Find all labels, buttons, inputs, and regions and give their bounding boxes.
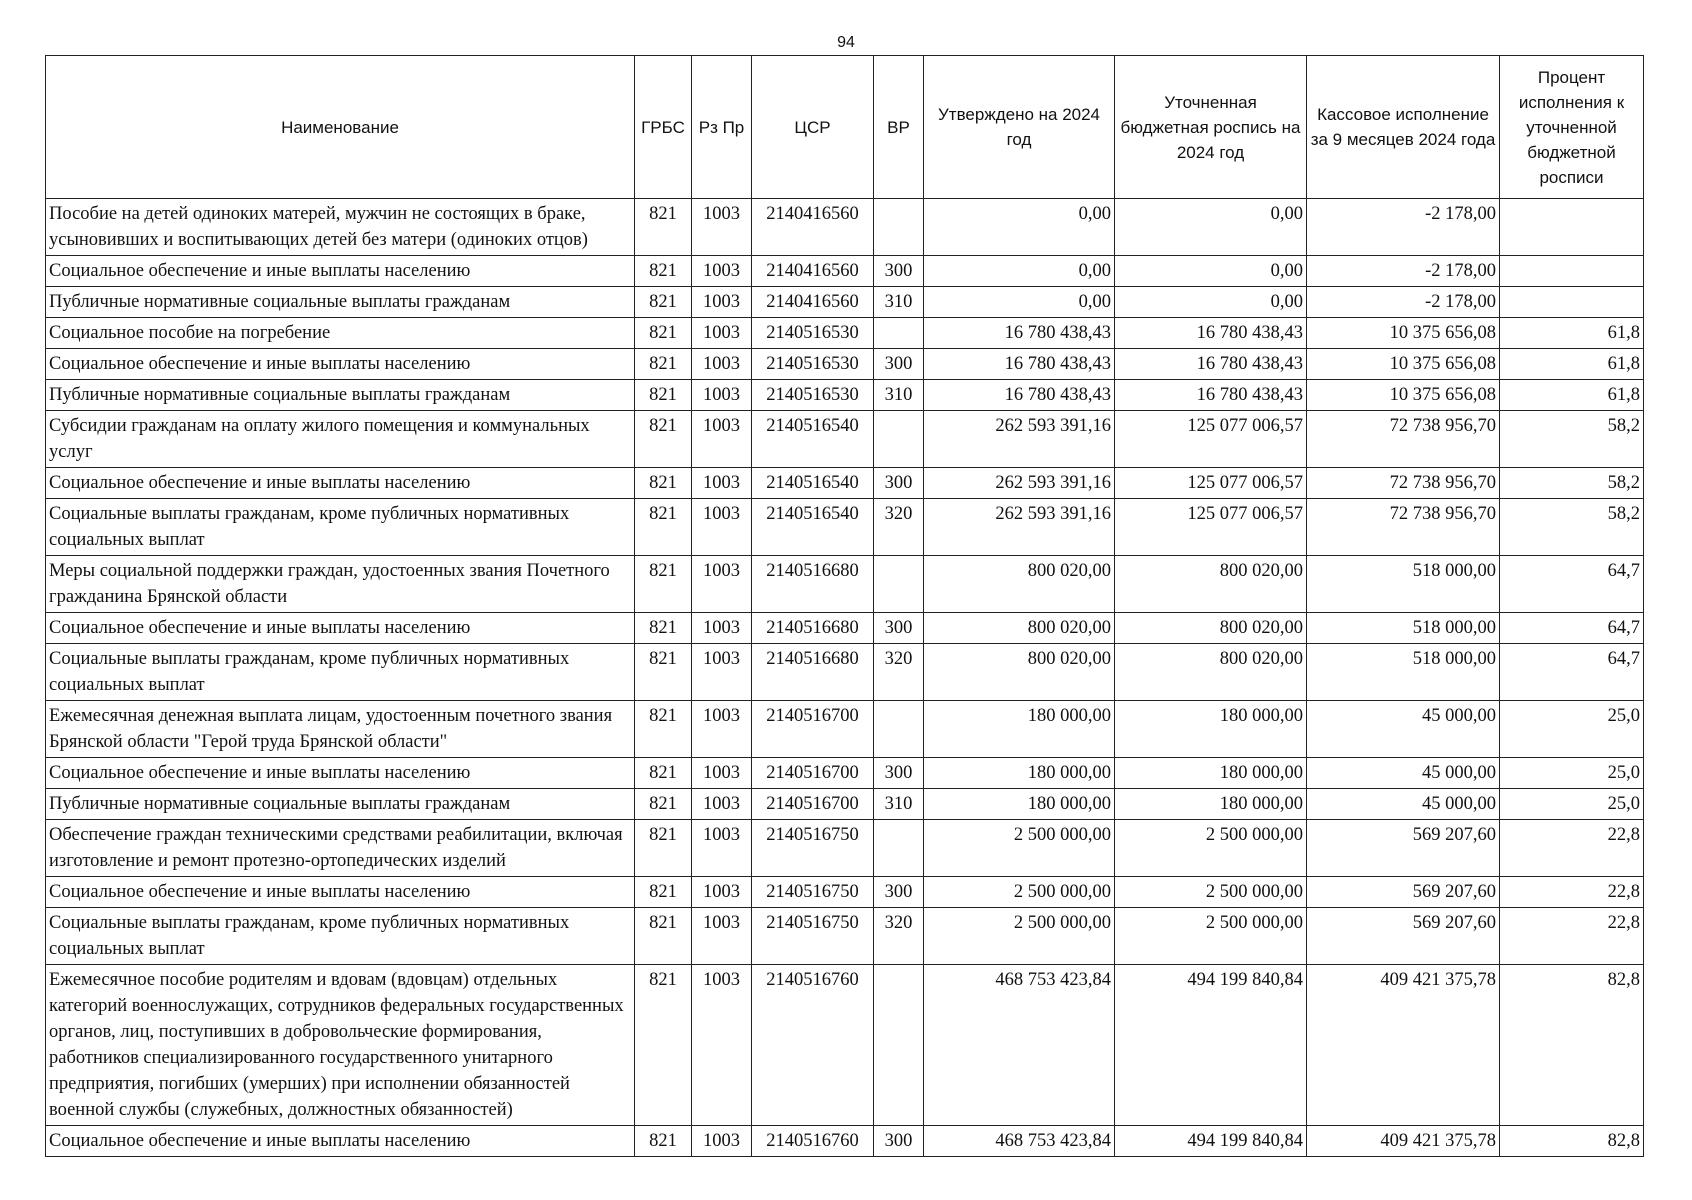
table-cell-percent: 64,7 [1500, 613, 1644, 644]
table-cell-name: Социальное пособие на погребение [46, 318, 635, 349]
table-cell-vr [874, 701, 924, 758]
table-cell-rzpr: 1003 [692, 380, 752, 411]
table-cell-rzpr: 1003 [692, 256, 752, 287]
table-cell-cash: 518 000,00 [1307, 556, 1500, 613]
table-cell-csr: 2140516700 [752, 701, 874, 758]
table-cell-cash: 10 375 656,08 [1307, 349, 1500, 380]
header-row [46, 56, 1644, 199]
header-rzpr: Рз Пр [692, 56, 752, 199]
table-cell-vr [874, 965, 924, 1126]
table-cell-cash: 72 738 956,70 [1307, 499, 1500, 556]
table-cell-approved: 262 593 391,16 [924, 468, 1115, 499]
table-cell-approved: 180 000,00 [924, 701, 1115, 758]
table-cell-refined: 0,00 [1115, 199, 1307, 256]
table-cell-cash: 569 207,60 [1307, 908, 1500, 965]
table-cell-name: Ежемесячное пособие родителям и вдовам (вдовцам) отдельных категорий военнослужащих, сотрудников федеральных государственных органов, лиц, поступивших в добровольческие формирования, работников специализированного государственного унитарного предприятия, погибших (умерших) при исполнении обязанностей военной службы (служебных, должностных обязанностей) [46, 965, 635, 1126]
table-cell-rzpr: 1003 [692, 318, 752, 349]
table-row [46, 644, 1644, 701]
table-cell-refined: 16 780 438,43 [1115, 380, 1307, 411]
table-cell-cash: -2 178,00 [1307, 287, 1500, 318]
table-cell-vr: 300 [874, 613, 924, 644]
table-cell-csr: 2140516700 [752, 789, 874, 820]
table-cell-grbs: 821 [635, 908, 692, 965]
table-cell-cash: 569 207,60 [1307, 820, 1500, 877]
table-cell-name: Социальное обеспечение и иные выплаты населению [46, 1126, 635, 1157]
table-row [46, 877, 1644, 908]
table-cell-name: Социальное обеспечение и иные выплаты населению [46, 349, 635, 380]
table-row [46, 411, 1644, 468]
table-cell-cash: 409 421 375,78 [1307, 965, 1500, 1126]
table-cell-rzpr: 1003 [692, 701, 752, 758]
table-cell-vr: 310 [874, 287, 924, 318]
table-cell-approved: 16 780 438,43 [924, 349, 1115, 380]
table-cell-csr: 2140516540 [752, 468, 874, 499]
table-cell-vr: 300 [874, 1126, 924, 1157]
table-cell-vr: 310 [874, 380, 924, 411]
table-cell-csr: 2140516680 [752, 613, 874, 644]
table-cell-cash: 10 375 656,08 [1307, 318, 1500, 349]
table-cell-approved: 800 020,00 [924, 644, 1115, 701]
page-number: 94 [837, 34, 855, 51]
table-cell-csr: 2140516750 [752, 908, 874, 965]
table-row [46, 468, 1644, 499]
table-cell-percent: 22,8 [1500, 877, 1644, 908]
table-cell-grbs: 821 [635, 349, 692, 380]
table-cell-grbs: 821 [635, 965, 692, 1126]
table-row [46, 499, 1644, 556]
table-cell-rzpr: 1003 [692, 287, 752, 318]
header-vr: ВР [874, 56, 924, 199]
table-cell-approved: 16 780 438,43 [924, 380, 1115, 411]
table-cell-name: Ежемесячная денежная выплата лицам, удостоенным почетного звания Брянской области "Герой труда Брянской области" [46, 701, 635, 758]
table-cell-grbs: 821 [635, 758, 692, 789]
table-cell-approved: 180 000,00 [924, 758, 1115, 789]
table-cell-vr [874, 556, 924, 613]
table-cell-percent: 58,2 [1500, 468, 1644, 499]
table-cell-grbs: 821 [635, 820, 692, 877]
table-cell-rzpr: 1003 [692, 644, 752, 701]
table-cell-grbs: 821 [635, 613, 692, 644]
table-cell-rzpr: 1003 [692, 556, 752, 613]
table-cell-name: Публичные нормативные социальные выплаты гражданам [46, 789, 635, 820]
table-cell-percent [1500, 256, 1644, 287]
table-cell-refined: 800 020,00 [1115, 556, 1307, 613]
table-cell-vr: 320 [874, 908, 924, 965]
table-cell-approved: 468 753 423,84 [924, 965, 1115, 1126]
table-cell-vr: 300 [874, 349, 924, 380]
table-cell-grbs: 821 [635, 877, 692, 908]
table-cell-percent: 82,8 [1500, 965, 1644, 1126]
table-cell-approved: 800 020,00 [924, 613, 1115, 644]
table-cell-csr: 2140416560 [752, 287, 874, 318]
table-cell-vr [874, 411, 924, 468]
header-approved: Утверждено на 2024 год [924, 56, 1115, 199]
table-row [46, 965, 1644, 1126]
table-cell-approved: 16 780 438,43 [924, 318, 1115, 349]
table-cell-name: Обеспечение граждан техническими средствами реабилитации, включая изготовление и ремонт протезно-ортопедических изделий [46, 820, 635, 877]
table-cell-percent: 82,8 [1500, 1126, 1644, 1157]
table-cell-name: Социальное обеспечение и иные выплаты населению [46, 758, 635, 789]
table-cell-grbs: 821 [635, 1126, 692, 1157]
table-cell-csr: 2140416560 [752, 256, 874, 287]
table-cell-cash: 518 000,00 [1307, 644, 1500, 701]
table-cell-vr: 320 [874, 644, 924, 701]
table-cell-approved: 800 020,00 [924, 556, 1115, 613]
table-cell-rzpr: 1003 [692, 468, 752, 499]
table-cell-approved: 2 500 000,00 [924, 877, 1115, 908]
table-cell-approved: 180 000,00 [924, 789, 1115, 820]
table-cell-vr [874, 318, 924, 349]
table-cell-refined: 800 020,00 [1115, 613, 1307, 644]
table-cell-csr: 2140516530 [752, 349, 874, 380]
table-cell-approved: 0,00 [924, 287, 1115, 318]
table-cell-vr: 300 [874, 877, 924, 908]
table-cell-csr: 2140516530 [752, 318, 874, 349]
table-row [46, 908, 1644, 965]
table-cell-refined: 0,00 [1115, 256, 1307, 287]
table-cell-refined: 2 500 000,00 [1115, 908, 1307, 965]
table-cell-grbs: 821 [635, 199, 692, 256]
table-cell-csr: 2140516540 [752, 499, 874, 556]
table-row [46, 318, 1644, 349]
header-csr: ЦСР [752, 56, 874, 199]
table-cell-name: Социальное обеспечение и иные выплаты населению [46, 468, 635, 499]
table-cell-vr: 300 [874, 468, 924, 499]
table-cell-approved: 2 500 000,00 [924, 908, 1115, 965]
table-cell-percent: 25,0 [1500, 701, 1644, 758]
table-cell-grbs: 821 [635, 256, 692, 287]
table-cell-name: Социальное обеспечение и иные выплаты населению [46, 613, 635, 644]
table-cell-refined: 2 500 000,00 [1115, 820, 1307, 877]
table-cell-vr [874, 820, 924, 877]
table-cell-percent: 25,0 [1500, 789, 1644, 820]
table-row [46, 380, 1644, 411]
table-cell-grbs: 821 [635, 380, 692, 411]
table-cell-csr: 2140516750 [752, 820, 874, 877]
table-cell-percent: 61,8 [1500, 349, 1644, 380]
table-cell-rzpr: 1003 [692, 877, 752, 908]
table-cell-vr [874, 199, 924, 256]
header-percent: Процент исполнения к уточненной бюджетной росписи [1500, 56, 1644, 199]
table-cell-grbs: 821 [635, 411, 692, 468]
table-cell-rzpr: 1003 [692, 1126, 752, 1157]
table-row [46, 287, 1644, 318]
table-row [46, 820, 1644, 877]
table-cell-vr: 320 [874, 499, 924, 556]
table-cell-name: Социальные выплаты гражданам, кроме публичных нормативных социальных выплат [46, 644, 635, 701]
table-cell-grbs: 821 [635, 468, 692, 499]
table-cell-refined: 16 780 438,43 [1115, 349, 1307, 380]
table-cell-percent: 22,8 [1500, 820, 1644, 877]
table-cell-csr: 2140516700 [752, 758, 874, 789]
table-cell-name: Социальные выплаты гражданам, кроме публичных нормативных социальных выплат [46, 908, 635, 965]
table-cell-cash: 45 000,00 [1307, 701, 1500, 758]
table-row [46, 199, 1644, 256]
table-cell-csr: 2140516680 [752, 556, 874, 613]
table-cell-percent: 25,0 [1500, 758, 1644, 789]
table-cell-rzpr: 1003 [692, 411, 752, 468]
table-cell-approved: 0,00 [924, 256, 1115, 287]
table-cell-grbs: 821 [635, 287, 692, 318]
table-cell-grbs: 821 [635, 499, 692, 556]
table-cell-name: Социальное обеспечение и иные выплаты населению [46, 256, 635, 287]
table-cell-percent: 64,7 [1500, 556, 1644, 613]
table-cell-approved: 468 753 423,84 [924, 1126, 1115, 1157]
table-cell-cash: -2 178,00 [1307, 199, 1500, 256]
table-cell-rzpr: 1003 [692, 758, 752, 789]
table-cell-rzpr: 1003 [692, 965, 752, 1126]
table-row [46, 556, 1644, 613]
table-cell-rzpr: 1003 [692, 613, 752, 644]
table-row [46, 1126, 1644, 1157]
table-cell-refined: 125 077 006,57 [1115, 499, 1307, 556]
table-cell-refined: 494 199 840,84 [1115, 1126, 1307, 1157]
table-cell-percent: 61,8 [1500, 318, 1644, 349]
table-cell-vr: 310 [874, 789, 924, 820]
table-cell-name: Социальные выплаты гражданам, кроме публичных нормативных социальных выплат [46, 499, 635, 556]
table-cell-csr: 2140516760 [752, 965, 874, 1126]
header-name: Наименование [46, 56, 635, 199]
table-cell-cash: 72 738 956,70 [1307, 411, 1500, 468]
table-row [46, 701, 1644, 758]
table-cell-cash: 409 421 375,78 [1307, 1126, 1500, 1157]
table-row [46, 758, 1644, 789]
table-cell-percent: 22,8 [1500, 908, 1644, 965]
header-grbs: ГРБС [635, 56, 692, 199]
table-cell-refined: 180 000,00 [1115, 758, 1307, 789]
table-cell-name: Публичные нормативные социальные выплаты гражданам [46, 380, 635, 411]
table-row [46, 789, 1644, 820]
table-cell-rzpr: 1003 [692, 499, 752, 556]
table-cell-percent [1500, 287, 1644, 318]
table-cell-cash: 45 000,00 [1307, 789, 1500, 820]
table-cell-cash: 10 375 656,08 [1307, 380, 1500, 411]
table-cell-approved: 262 593 391,16 [924, 411, 1115, 468]
table-cell-percent: 64,7 [1500, 644, 1644, 701]
table-cell-vr: 300 [874, 758, 924, 789]
table-cell-grbs: 821 [635, 644, 692, 701]
table-cell-csr: 2140516760 [752, 1126, 874, 1157]
table-cell-csr: 2140516540 [752, 411, 874, 468]
table-cell-refined: 2 500 000,00 [1115, 877, 1307, 908]
table-row [46, 256, 1644, 287]
table-cell-name: Меры социальной поддержки граждан, удостоенных звания Почетного гражданина Брянской области [46, 556, 635, 613]
table-cell-refined: 180 000,00 [1115, 789, 1307, 820]
table-cell-refined: 125 077 006,57 [1115, 411, 1307, 468]
table-cell-approved: 262 593 391,16 [924, 499, 1115, 556]
table-cell-refined: 0,00 [1115, 287, 1307, 318]
table-cell-grbs: 821 [635, 556, 692, 613]
table-cell-rzpr: 1003 [692, 349, 752, 380]
table-cell-vr: 300 [874, 256, 924, 287]
table-cell-name: Социальное обеспечение и иные выплаты населению [46, 877, 635, 908]
table-cell-name: Публичные нормативные социальные выплаты гражданам [46, 287, 635, 318]
table-cell-refined: 125 077 006,57 [1115, 468, 1307, 499]
table-row [46, 613, 1644, 644]
table-cell-rzpr: 1003 [692, 789, 752, 820]
header-refined: Уточненная бюджетная роспись на 2024 год [1115, 56, 1307, 199]
table-cell-csr: 2140516750 [752, 877, 874, 908]
table-cell-percent: 58,2 [1500, 411, 1644, 468]
table-cell-percent [1500, 199, 1644, 256]
table-cell-refined: 180 000,00 [1115, 701, 1307, 758]
table-cell-cash: 569 207,60 [1307, 877, 1500, 908]
table-cell-cash: 72 738 956,70 [1307, 468, 1500, 499]
table-cell-percent: 61,8 [1500, 380, 1644, 411]
header-cash: Кассовое исполнение за 9 месяцев 2024 года [1307, 56, 1500, 199]
table-cell-percent: 58,2 [1500, 499, 1644, 556]
table-cell-rzpr: 1003 [692, 908, 752, 965]
table-cell-name: Субсидии гражданам на оплату жилого помещения и коммунальных услуг [46, 411, 635, 468]
table-row [46, 349, 1644, 380]
table-cell-approved: 0,00 [924, 199, 1115, 256]
table-cell-name: Пособие на детей одиноких матерей, мужчин не состоящих в браке, усыновивших и воспитывающих детей без матери (одиноких отцов) [46, 199, 635, 256]
table-cell-approved: 2 500 000,00 [924, 820, 1115, 877]
table-cell-csr: 2140416560 [752, 199, 874, 256]
table-cell-rzpr: 1003 [692, 820, 752, 877]
table-cell-cash: -2 178,00 [1307, 256, 1500, 287]
table-cell-csr: 2140516680 [752, 644, 874, 701]
table-cell-cash: 45 000,00 [1307, 758, 1500, 789]
budget-execution-table [45, 55, 1644, 1157]
table-cell-grbs: 821 [635, 318, 692, 349]
table-cell-csr: 2140516530 [752, 380, 874, 411]
table-cell-cash: 518 000,00 [1307, 613, 1500, 644]
table-cell-refined: 494 199 840,84 [1115, 965, 1307, 1126]
table-cell-refined: 800 020,00 [1115, 644, 1307, 701]
table-cell-refined: 16 780 438,43 [1115, 318, 1307, 349]
table-cell-grbs: 821 [635, 789, 692, 820]
table-cell-rzpr: 1003 [692, 199, 752, 256]
table-cell-grbs: 821 [635, 701, 692, 758]
